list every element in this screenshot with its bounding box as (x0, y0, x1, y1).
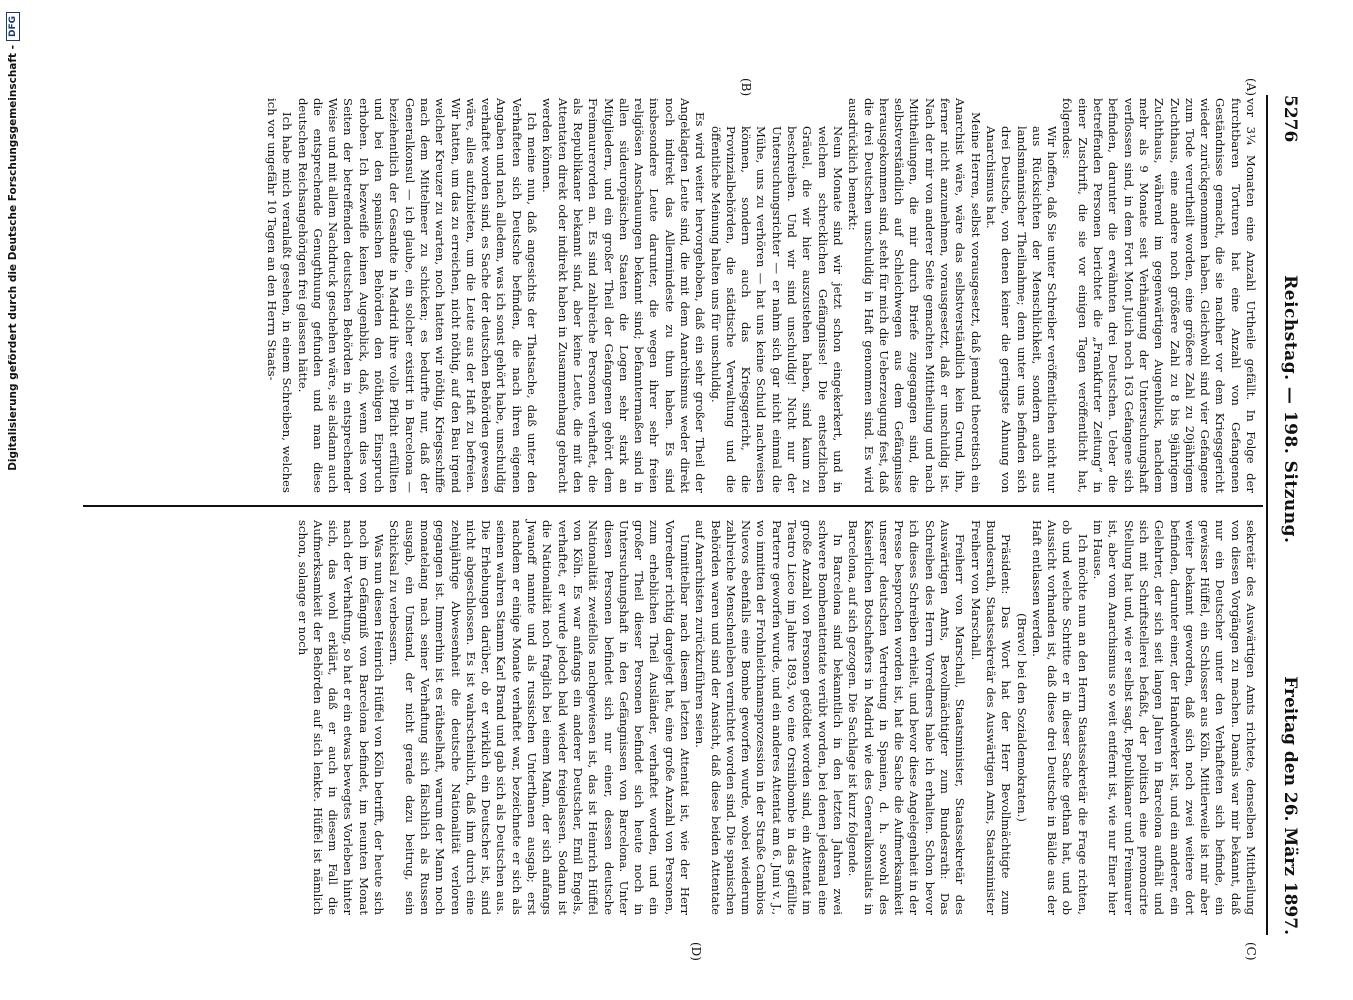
dfg-logo: DFG (6, 12, 20, 41)
paragraph: In Barcelona sind bekanntlich in den letzten Jahren zwei schwere Bombenattentate verübt worden, bei denen jedesmal eine große Anzahl von Personen getödtet worden sind, ein Attentat im Teatro Liceo im Jahre 1893, wo eine Orsinibombe in das gefüllte Parterre geworfen wurde, und ein anderes Attentat am 6. Juni v. J., wo inmitten der Frohnleichnamsprozession in der Straße Cambios Nuevos ebenfalls eine Bombe geworfen wurde, wobei wiederum zahlreiche Menschenleben vernichtet worden sind. Die spanischen Behörden waren und sind der Ansicht, daß diese beiden Attentate auf Anarchisten zurückzuführen seien. (693, 520, 845, 915)
column-divider (83, 505, 1263, 507)
page-header (1275, 95, 1305, 935)
left-column (264, 98, 1258, 493)
president-remark: Präsident: Das Wort hat der Herr Bevollmächtigte zum Bundesrath, Staatssekretär des Auswärtigen Amts, Staatsminister Freiherr von Marschall. (968, 520, 1014, 915)
margin-marker-a: (A) (1244, 78, 1258, 97)
credit-text: Digitalisierung gefördert durch die Deutsche Forschungsgemeinschaft - (7, 45, 19, 471)
page-number: 5276 (1280, 95, 1300, 143)
paragraph: Was nun diesen Heinrich Hüffel von Köln betrifft, der heute sich noch im Gefängniß von Barcelona befindet, im neunten Monat nach der Verhaftung, so hat er ein etwas bewegtes Vorleben hinter sich, das wohl erklärt, daß er auch in diesem Fall die Aufmerksamkeit der Behörden auf sich lenkte. Hüffel ist nämlich schon, solange er noch (295, 520, 387, 915)
digitization-credit (2, 8, 24, 993)
margin-marker-c: (C) (1244, 942, 1258, 961)
session-title: Reichstag. — 198. Sitzung. (1280, 275, 1300, 544)
paragraph: sekretär des Auswärtigen Amts richtete, denselben Mittheilung von diesen Vorgängen zu machen. Damals war mir bekannt, daß nur ein Deutscher unter den Verhafteten sich befinde, ein gewisser Hüffel, ein Schlosser aus Köln. Mittlerweile ist mir aber weiter bekannt geworden, daß sich noch zwei weitere dort befinden, darunter einer, der Handwerker ist, und ein anderer, ein Gelehrter, der sich seit langen Jahren in Barcelona aufhält und sich mit Schriftstellerei befaßt, der politisch eine prononcirte Stellung hat und, wie er selbst sagt, Republikaner und Freimaurer ist, aber vom Anarchismus so weit entfernt ist, wie nur Einer hier im Hause. (1091, 520, 1258, 915)
margin-marker-b: (B) (739, 78, 753, 97)
paragraph: Es wird weiter hervorgehoben, daß ein sehr großer Theil der Angeklagten Leute sind, die mit dem Anarchismus weder direkt noch indirekt das Allermindeste zu thun haben. Es sind insbesondere Leute darunter, die wegen ihrer sehr freien religiösen Anschauungen bekannt sind; befanntermaßen sind in allen südeuropäischen Staaten die Logen sehr stark an Mitgliedern, und ein großer Theil der Gefangenen gehört dem Freimaurerorden an. Es sind zahlreiche Personen verhaftet, die als Republikaner bekannt sind, aber keine Leute, die mit den Attentaten direkt oder indirekt haben in Zusammenhang gebracht werden können. (540, 98, 708, 493)
applause-note: (Bravo! bei den Sozialdemokraten.) (1014, 613, 1029, 822)
margin-marker-d: (D) (689, 942, 703, 961)
quote-paragraph: Neun Monate sind wir jetzt schon eingekerkert, und in welchem schrecklichen Gefängnisse! Die entsetzlichen Gräuel, die wir hier auszustehen haben, sind kaum zu beschreiben. Und wir sind unschuldig! Nicht nur der Untersuchungsrichter — er nahm sich gar nicht einmal die Mühe, uns zu verhören — hat uns keine Schuld nachweisen können, sondern auch das Kriegsgericht, die Provinzialbehörden, die städtische Verwaltung und die öffentliche Meinung halten uns für unschuldig. (708, 126, 845, 493)
paragraph: vor 3¼ Monaten eine Anzahl Urtheile gefällt. In Folge der furchtbaren Torturen hat eine Anzahl von Gefangenen Geständnisse gemacht, die sie nachher vor dem Kriegsgericht wieder zurückgenommen haben. Gleichwohl sind vier Gefangene zum Tode verurtheilt worden, eine größere Zahl zu 20jährigem Zuchthaus, eine andere noch größere Zahl zu 8 bis 9jährigem Zuchthaus, während im gegenwärtigen Augenblick, nachdem mehr als 9 Monate seit Verhängung der Untersuchungshaft verflossen sind, in dem Fort Mont Juich noch 163 Gefangene sich befinden, darunter die erwähnten drei Deutschen. Ueber die betreffenden Personen berichtet die „Frankfurter Zeitung“ in einer Zuschrift, die sie vor einigen Tagen veröffentlicht hat, folgendes: (1060, 98, 1258, 493)
paragraph: Ich meine nun, daß angesichts der Thatsache, daß unter den Verhafteten sich Deutsche befinden, die nach ihren eigenen Angaben und nach alledem, was ich sonst gehört habe, unschuldig verhaftet worden sind, es Sache der deutschen Behörden gewesen wäre, alles aufzubieten, um die Leute aus der Haft zu befreien. Wir hatten, um das zu erreichen, nicht nöthig, auf den Bau irgend welcher Kreuzer zu warten, noch hatten wir nöthig, Kriegsschiffe nach dem Mittelmeer zu schicken; es bedurfte nur, daß der Generalkonsul — ich glaube, ein solcher existirt in Barcelona — beziehentlich der Gesandte in Madrid ihre volle Pflicht erfüllten und bei den spanischen Behörden den nöthigen Einspruch erhoben. Ich bezweifle keinen Augenblick, daß, wenn dies von Seiten der betreffenden deutschen Behörden in entsprechender Weise und mit allem Nachdruck geschehen wäre, sie alsdann auch die entsprechende Genugthuung gefunden und man diese deutschen Reichsangehörigen frei gelassen hätte. (295, 98, 540, 493)
paragraph: Ich möchte nun an den Herrn Staatssekretär die Frage richten, ob und welche Schritte er in dieser Sache gethan hat, und ob Aussicht vorhanden ist, daß diese drei Deutsche in Bälde aus der Haft entlassen werden. (1029, 520, 1090, 915)
right-column (294, 520, 1258, 915)
session-date: Freitag den 26. März 1897. (1280, 676, 1300, 935)
paragraph: Meine Herren, selbst vorausgesetzt, daß jemand theoretisch ein Anarchist wäre, wäre das selbstverständlich kein Grund, ihn, ferner nicht anzunehmen, vorausgesetzt, daß er unschuldig ist. Nach der mir von anderer Seite gemachten Mittheilung und nach Mittheilungen, die mir durch Briefe zugegangen sind, die selbstverständlich auf Schleichwegen aus dem Gefängnisse herausgekommen sind, steht für mich die Ueberzeugung fest, daß die drei Deutschen unschuldig in Haft genommen sind. Es wird ausdrücklich bemerkt: (846, 98, 983, 493)
quote-paragraph: Wir hoffen, daß Sie unter Schreiber veröffentlichen nicht nur aus Rücksichten der Menschlichkeit, sondern auch aus landsmännischer Theilnahme; denn unter uns befinden sich drei Deutsche, von denen keiner die geringste Ahnung von Anarchismus hat. (983, 126, 1060, 493)
paragraph: Ich habe mich veranlaßt gesehen, in einem Schreiben, welches ich vor ungefähr 10 Tagen an den Herrn Staats- (265, 98, 295, 493)
paragraph: Unmittelbar nach diesem letzten Attentat ist, wie der Herr Vorredner richtig dargelegt hat, eine große Anzahl von Personen, zum erheblichen Theil Ausländer, verhaftet worden, und ein großer Theil dieser Personen befindet sich heute noch in Untersuchungshaft in den Gefängnissen von Barcelona. Unter diesen Personen befindet sich nur einer, dessen deutsche Nationalität zweifellos nachgewiesen ist, das ist Heinrich Hüffel von Köln. Es war anfangs ein anderer Deutscher, Emil Engels, verhaftet, er wurde jedoch bald wieder freigelassen. Sodann ist die Nationalität noch fraglich bei einem Mann, der sich anfangs Jwanoff nannte und als russischen Unterthanen ausgab; erst nachdem er einige Monate verhaftet war, bezeichnete er sich als seinen wahren Stamm Karl Brand und gab sich als Deutschen aus. Die Erhebungen darüber, ob er wirklich ein Deutscher ist, sind nicht abgeschlossen. Es ist wahrscheinlich, daß ihm durch eine zehnjährige Abwesenheit die deutsche Nationalität verloren gegangen ist. Immerhin ist es räthselhaft, warum der Mann noch monatelang nach seiner Verhaftung sich fälschlich als Russen ausgab, ein Umstand, der nicht gerade dazu beitrug, sein Schicksal zu verbessern. (387, 520, 693, 915)
header-rule (1266, 95, 1268, 935)
speaker-paragraph: Freiherr von Marschall, Staatsminister, Staatssekretär des Auswärtigen Amts, Bevollmächtigter zum Bundesrath: Das Schreiben des Herrn Vorredners habe ich erhalten. Schon bevor ich dieses Schreiben erhielt, und bevor diese Angelegenheit in der Presse besprochen worden ist, hat die Sache die Aufmerksamkeit unserer deutschen Vertretung in Spanien, d. h. sowohl des Kaiserlichen Botschafters in Madrid wie des Generalkonsulats in Barcelona, auf sich gezogen. Die Sachlage ist kurz folgende. (846, 520, 968, 915)
